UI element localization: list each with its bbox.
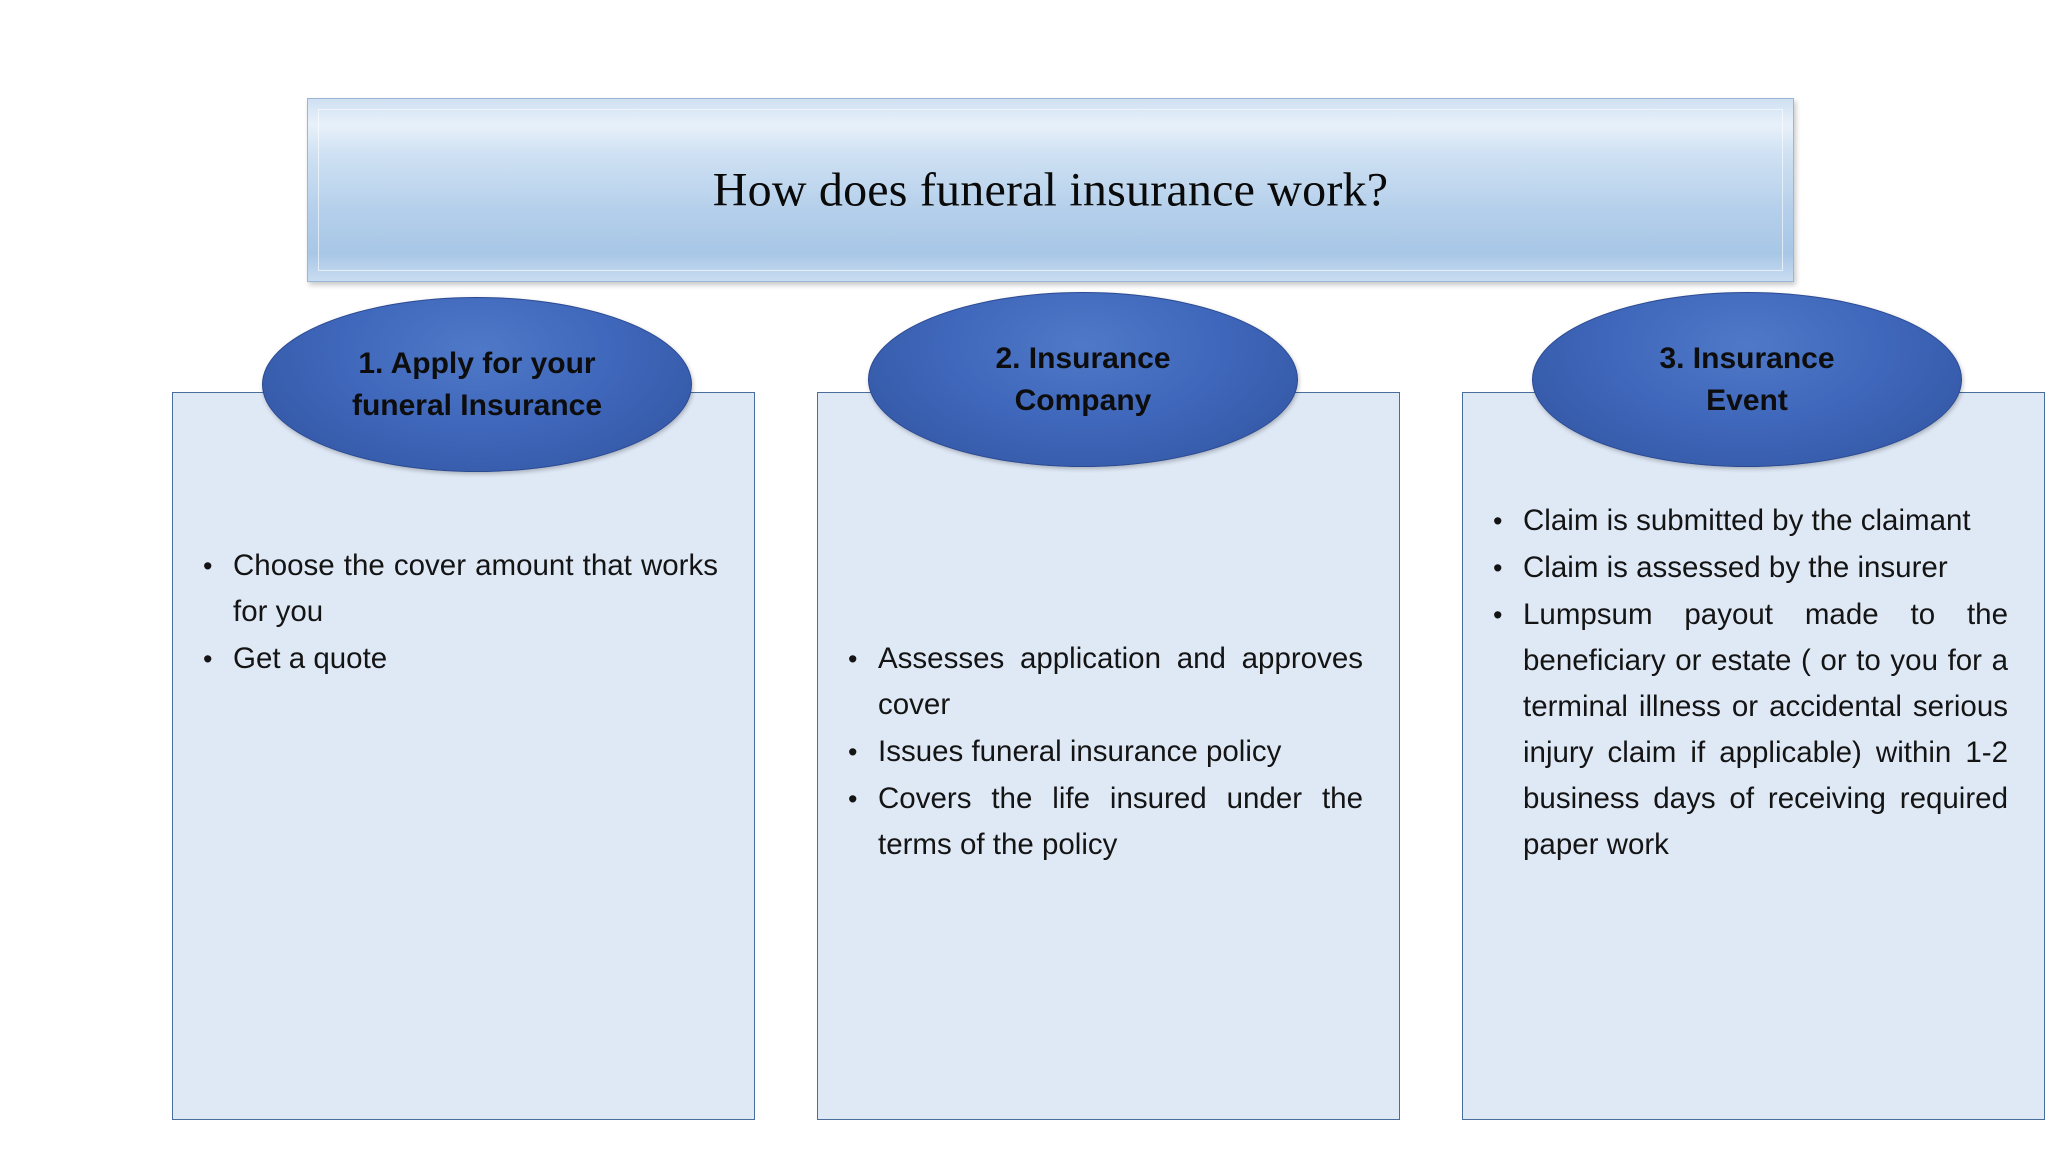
list-item: • Lumpsum payout made to the beneficiary or estate ( or to you for a terminal illness or accidental serious injury claim if applicable) within 1-2 business days of receiving required paper work [1481,592,2008,868]
step-badge-1 [262,297,692,472]
step-badge-3-line-1: 3. Insurance [1659,341,1835,375]
step-1-bullet-list [191,543,718,682]
step-badge-3-line-2: Event [1706,383,1788,417]
step-badge-2-label [955,338,1210,422]
step-panel-1 [172,392,755,1120]
step-badge-2-line-1: 2. Insurance [995,341,1171,375]
list-item: • Claim is assessed by the insurer [1481,545,2008,591]
list-item: • Get a quote [191,636,718,682]
step-2-content [818,636,1399,869]
step-badge-3-label [1619,338,1874,422]
step-3-bullet-list [1481,498,2008,868]
list-item: • Choose the cover amount that works for you [191,543,718,635]
step-panel-2 [817,392,1400,1120]
step-badge-3 [1532,292,1962,467]
step-badge-2 [868,292,1298,467]
step-1-content [173,543,754,683]
step-badge-1-line-1: 1. Apply for your [358,346,596,380]
step-2-bullet-list [836,636,1363,868]
step-badge-2-line-2: Company [1014,383,1152,417]
page-title: How does funeral insurance work? [712,163,1389,217]
list-item: • Claim is submitted by the claimant [1481,498,2008,544]
list-item: • Assesses application and approves cover [836,636,1363,728]
list-item: • Issues funeral insurance policy [836,729,1363,775]
step-panel-3 [1462,392,2045,1120]
step-3-content [1463,498,2044,869]
list-item: • Covers the life insured under the terms of the policy [836,776,1363,868]
title-banner [307,98,1794,282]
step-badge-1-line-2: funeral Insurance [351,388,603,422]
step-badge-1-label [312,343,642,427]
